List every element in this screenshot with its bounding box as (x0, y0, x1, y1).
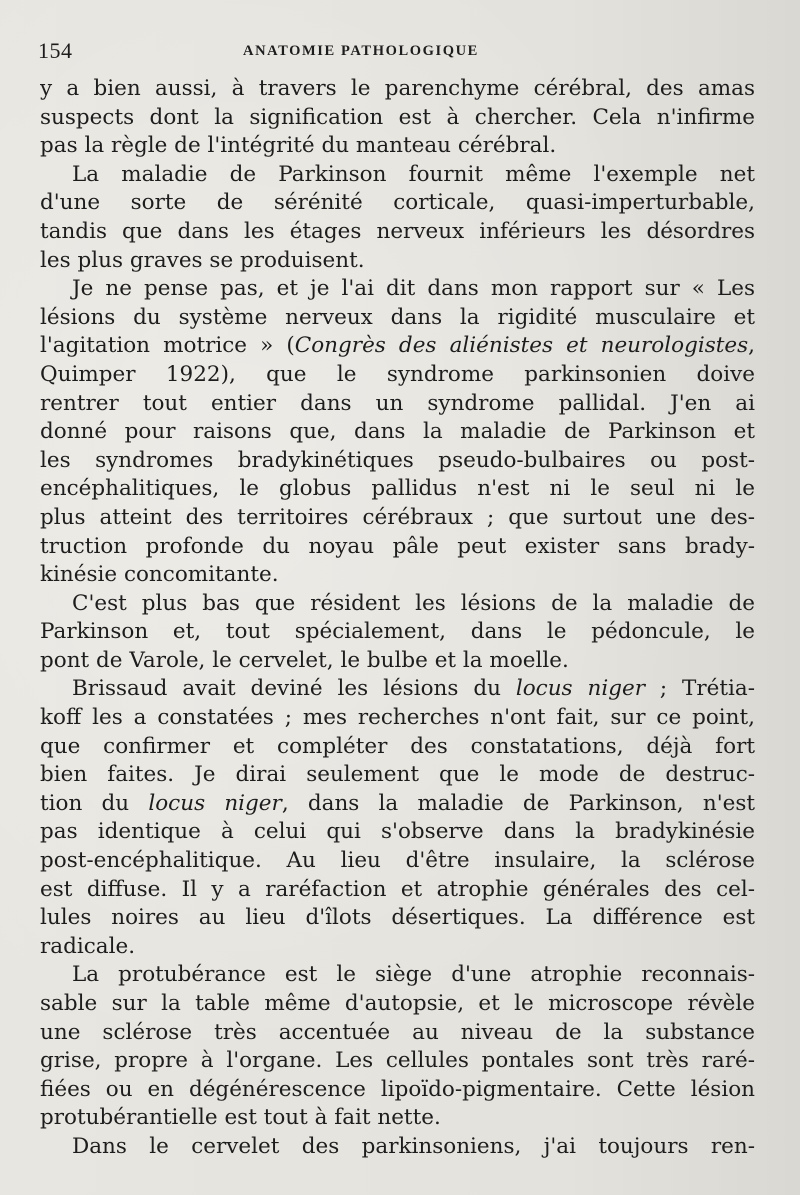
text-line (40, 876, 755, 905)
text-line-content: bien faites. Je dirai seulement que le mode de destruc- (40, 762, 755, 788)
text-line-content: l'agitation motrice » ( (40, 333, 295, 359)
text-line (40, 361, 755, 390)
text-line-content: post-encéphalitique. Au lieu d'être insulaire, la sclérose (40, 848, 755, 874)
italic-text: locus niger (148, 790, 282, 816)
text-line-content: truction profonde du noyau pâle peut exister sans brady- (40, 533, 755, 559)
text-line (40, 1076, 755, 1105)
text-line-content: La protubérance est le siège d'une atrophie reconnais- (72, 962, 755, 988)
text-line (40, 1047, 755, 1076)
text-line (40, 304, 755, 333)
page-number: 154 (38, 38, 73, 63)
text-line (40, 504, 755, 533)
text-line (40, 847, 755, 876)
text-line-content: protubérantielle est tout à fait nette. (40, 1105, 441, 1131)
text-line-content: lules noires au lieu d'îlots désertiques. La différence est (40, 905, 755, 931)
text-line (40, 704, 755, 733)
text-line-content: les syndromes bradykinétiques pseudo-bulbaires ou post- (40, 447, 755, 473)
text-line-content: est diffuse. Il y a raréfaction et atrophie générales des cel- (40, 876, 755, 902)
text-line-content: pas identique à celui qui s'observe dans la bradykinésie (40, 819, 755, 845)
text-line-content: y a bien aussi, à travers le parenchyme cérébral, des amas (40, 76, 755, 101)
text-line (40, 1104, 755, 1133)
text-line (40, 189, 755, 218)
text-line (40, 618, 755, 647)
text-line-content: Je ne pense pas, et je l'ai dit dans mon rapport sur « Les (72, 276, 755, 302)
text-line (40, 332, 755, 361)
text-line-content: fiées ou en dégénérescence lipoïdo-pigmentaire. Cette lésion (40, 1076, 755, 1102)
text-line-content: les plus graves se produisent. (40, 247, 365, 273)
text-line-content: une sclérose très accentuée au niveau de la substance (40, 1019, 755, 1045)
text-line (40, 218, 755, 247)
text-line (40, 790, 755, 819)
text-line-content: suspects dont la signification est à chercher. Cela n'infirme (40, 104, 755, 130)
text-line (40, 447, 755, 476)
text-line-content: pont de Varole, le cervelet, le bulbe et la moelle. (40, 647, 569, 673)
italic-text: Congrès des aliénistes et neurologistes (294, 333, 749, 359)
text-line (40, 904, 755, 933)
text-line (40, 561, 755, 590)
text-line (40, 161, 755, 190)
text-line-content: kinésie concomitante. (40, 562, 279, 588)
text-line (40, 590, 755, 619)
text-line (40, 818, 755, 847)
text-line-content: La maladie de Parkinson fournit même l'exemple net (72, 161, 755, 187)
text-line (40, 418, 755, 447)
text-line-content: d'une sorte de sérénité corticale, quasi-imperturbable, (40, 190, 755, 216)
text-line-content: plus atteint des territoires cérébraux ; que surtout une des- (40, 504, 755, 530)
text-line-content: rentrer tout entier dans un syndrome pallidal. J'en ai (40, 390, 755, 416)
text-line (40, 961, 755, 990)
text-line (40, 533, 755, 562)
text-line-content: donné pour raisons que, dans la maladie de Parkinson et (40, 419, 755, 445)
text-line (40, 761, 755, 790)
text-line-content: grise, propre à l'organe. Les cellules pontales sont très raré- (40, 1048, 755, 1074)
text-line-content: koff les a constatées ; mes recherches n'ont fait, sur ce point, (40, 705, 755, 731)
text-line (40, 475, 755, 504)
text-line (40, 75, 755, 104)
text-line-content: lésions du système nerveux dans la rigidité musculaire et (40, 304, 755, 330)
text-line-content: tion du (40, 790, 149, 816)
running-head (38, 38, 748, 66)
text-line-content: Dans le cervelet des parkinsoniens, j'ai toujours ren- (72, 1133, 755, 1159)
text-line-content: Quimper 1922), que le syndrome parkinsonien doive (40, 361, 755, 387)
text-line-content: Parkinson et, tout spécialement, dans le pédoncule, le (40, 619, 755, 645)
text-line-content: radicale. (40, 933, 136, 959)
text-line-content: tandis que dans les étages nerveux inférieurs les désordres (40, 218, 755, 244)
text-line (40, 933, 755, 962)
text-line (40, 1019, 755, 1048)
text-line (40, 1133, 755, 1162)
text-line (40, 104, 755, 133)
text-line (40, 275, 755, 304)
text-line (40, 647, 755, 676)
text-line-continuation: ; Trétia- (644, 676, 755, 702)
text-line-content: sable sur la table même d'autopsie, et le microscope révèle (40, 991, 755, 1016)
text-line (40, 390, 755, 419)
italic-text: locus niger (515, 676, 645, 702)
text-line (40, 990, 755, 1019)
text-line (40, 132, 755, 161)
text-line (40, 247, 755, 276)
text-line-content: pas la règle de l'intégrité du manteau cérébral. (40, 133, 557, 159)
text-line (40, 733, 755, 762)
text-line-content: Brissaud avait deviné les lésions du (72, 676, 516, 702)
text-line-content: que confirmer et compléter des constatations, déjà fort (40, 733, 755, 759)
text-line-continuation: , (748, 333, 755, 359)
text-line-continuation: , dans la maladie de Parkinson, n'est (281, 790, 755, 816)
text-line-content: C'est plus bas que résident les lésions de la maladie de (72, 590, 755, 616)
text-line-content: encéphalitiques, le globus pallidus n'est ni le seul ni le (40, 476, 755, 502)
text-line (40, 675, 755, 704)
body-text (40, 75, 755, 1162)
running-head-title: ANATOMIE PATHOLOGIQUE (243, 43, 479, 59)
